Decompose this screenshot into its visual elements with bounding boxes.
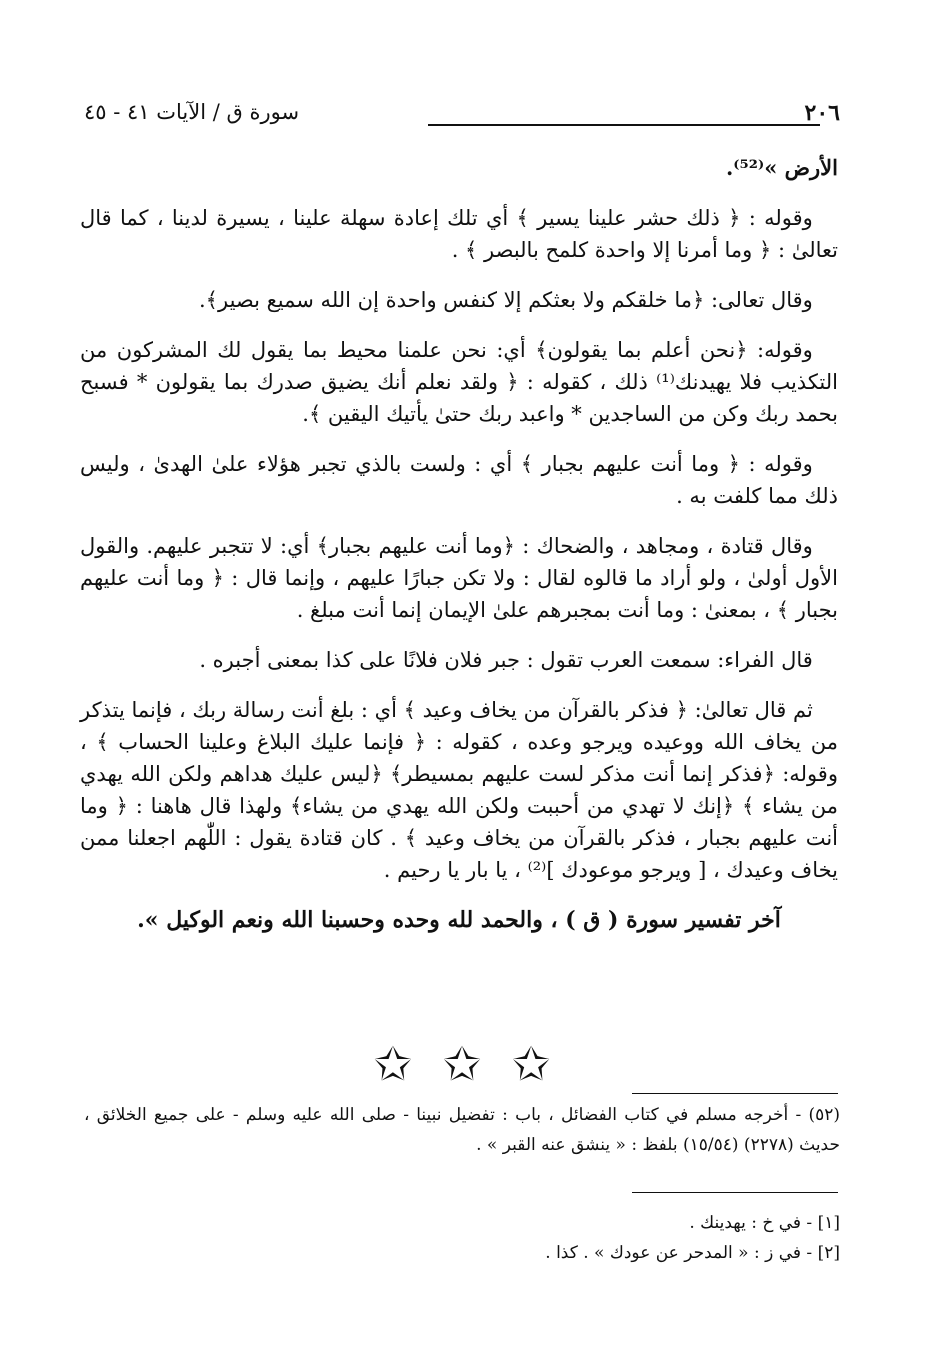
paragraph: وقال تعالى: ﴿ما خلقكم ولا بعثكم إلا كنفس واحدة إن الله سميع بصير﴾.: [199, 288, 813, 312]
paragraph: وقال قتادة ، ومجاهد ، والضحاك : ﴿وما أنت عليهم بجبار﴾ أي: لا تتجبر عليهم. والقول الأول أولىٰ ، ولو أراد ما قالوه لقال : ولا تكن جبارًا عليهم ، وإنما قال : ﴿ وما أنت عليهم بجبار ﴾ ، بمعنىٰ : وما أنت بمجبرهم علىٰ الإيمان إنما أنت مبلغ .: [80, 534, 838, 622]
footnote-main: (٥٢) - أخرجه مسلم في كتاب الفضائل ، باب : تفضيل نبينا - صلى الله عليه وسلم - على جميع الخلائق ، حديث (٢٢٧٨) (١٥/٥٤) بلفظ : « ينشق عنه القبر » .: [84, 1105, 840, 1155]
header-rule: [428, 124, 820, 126]
paragraph: وقوله : ﴿ ذلك حشر علينا يسير ﴾ أي تلك إعادة سهلة علينا ، يسيرة لدينا ، كما قال تعالىٰ : ﴿ وما أمرنا إلا واحدة كلمح بالبصر ﴾ .: [80, 206, 838, 262]
footnotes-variants: [84, 1208, 840, 1268]
paragraph: قال الفراء: سمعت العرب تقول : جبر فلان فلانًا على كذا بمعنى أجبره .: [199, 648, 813, 672]
paragraph: ثم قال تعالىٰ: ﴿ فذكر بالقرآن من يخاف وعيد ﴾ أي : بلغ أنت رسالة ربك ، فإنما يتذكر من يخاف الله ووعيده ويرجو وعده ، كقوله : ﴿ فإنما عليك البلاغ وعلينا الحساب ﴾ ، وقوله: ﴿فذكر إنما أنت مذكر لست عليهم بمسيطر﴾ ﴿ليس عليك هداهم ولكن الله يهدي من يشاء ﴾ ﴿إنك لا تهدي من أحببت ولكن الله يهدي من يشاء﴾ ولهذا قال هاهنا : ﴿ وما أنت عليهم بجبار ، فذكر بالقرآن من يخاف وعيد ﴾ . كان قتادة يقول : اللّٰهم اجعلنا ممن يخاف وعيدك ، [ ويرجو موعودك ]⁽²⁾ ، يا بار يا رحيم .: [80, 698, 838, 882]
paragraph-continuation: الأرض »⁽⁵²⁾.: [725, 155, 838, 180]
running-title: سورة ق / الآيات ٤١ - ٤٥: [84, 100, 300, 124]
footnote-rule: [632, 1093, 838, 1094]
footnote-rule: [632, 1192, 838, 1193]
paragraph: وقوله : ﴿ وما أنت عليهم بجبار ﴾ أي : ولست بالذي تجبر هؤلاء علىٰ الهدىٰ ، وليس ذلك مما كلفت به .: [80, 452, 838, 508]
footnote-variant: [١] - في خ : يهدينك .: [689, 1213, 840, 1233]
star-ornament-icon: ✩ ✩ ✩: [373, 1037, 559, 1091]
footnote-variant: [٢] - في ز : « المدحر عن عودك » . كذا .: [545, 1243, 840, 1263]
main-text: [80, 152, 838, 954]
paragraph: وقوله: ﴿نحن أعلم بما يقولون﴾ أي: نحن علمنا محيط بما يقول لك المشركون من التكذيب فلا يهيدنك⁽¹⁾ ذلك ، كقوله : ﴿ ولقد نعلم أنك يضيق صدرك بما يقولون * فسبح بحمد ربك وكن من الساجدين * واعبد ربك حتىٰ يأتيك اليقين ﴾.: [80, 338, 838, 426]
page-number: ٢٠٦: [804, 100, 840, 126]
closing-line: آخر تفسير سورة ( ق ) ، والحمد لله وحده وحسبنا الله ونعم الوكيل ».: [137, 907, 781, 933]
